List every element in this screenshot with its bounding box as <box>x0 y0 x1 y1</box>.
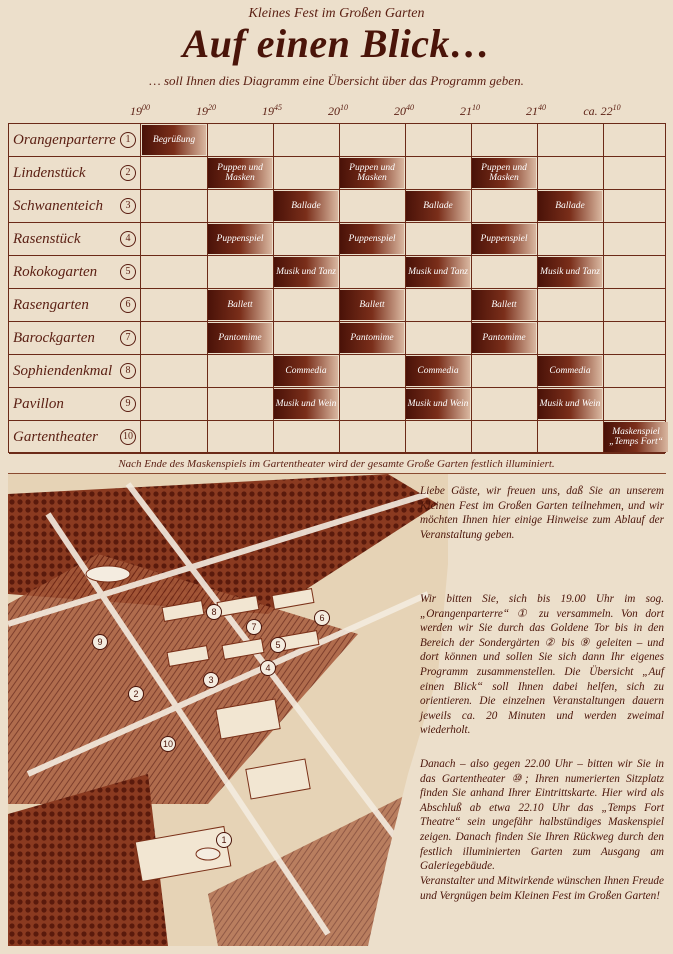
event-cell: Musik und Tanz <box>406 257 470 287</box>
event-cell: Musik und Wein <box>406 389 470 419</box>
event-cell: Commedia <box>538 356 602 386</box>
location-label: Gartentheater 10 <box>9 421 141 453</box>
location-number: 8 <box>120 363 136 379</box>
event-cell: Ballett <box>208 290 272 320</box>
time-label: $21^{10}$ <box>460 103 480 118</box>
schedule-row <box>9 421 665 454</box>
garden-map <box>8 473 666 946</box>
event-cell: Puppenspiel <box>208 224 272 254</box>
event-cell: Maskenspiel „Temps Fort“ <box>604 422 668 452</box>
event-cell: Puppenspiel <box>340 224 404 254</box>
event-cell: Musik und Wein <box>538 389 602 419</box>
event-cell: Puppenspiel <box>472 224 536 254</box>
location-number: 6 <box>120 297 136 313</box>
map-marker: 3 <box>203 672 219 688</box>
letter-paragraph-4: Veranstalter und Mitwirkende wünschen Ihnen Freude und Vergnügen beim Kleinen Fest im Großen Garten! <box>420 875 664 902</box>
location-number: 10 <box>120 429 136 445</box>
page-subtitle: … soll Ihnen dies Diagramm eine Übersicht über das Programm geben. <box>149 73 524 88</box>
letter-paragraph-3: Danach – also gegen 22.00 Uhr – bitten wir Sie in das Gartentheater ⑩; Ihren numerierten Sitzplatz finden Sie anhand Ihrer Eintrittskarte. Hier wird als Abschluß ab etwa 22.10 Uhr das „Temps Fort Theatre“ sein ungefähr halbstündiges Maskenspiel zeigen. Danach finden Sie Ihren Rückweg durch den festlich illuminierten Garten zum Ausgang am Galeriegebäude. <box>420 758 664 873</box>
location-number: 9 <box>120 396 136 412</box>
location-number: 5 <box>120 264 136 280</box>
location-label: Rasengarten 6 <box>9 289 141 321</box>
time-label: $19^{20}$ <box>196 103 216 118</box>
time-label: $19^{00}$ <box>130 103 150 118</box>
event-cell: Ballade <box>406 191 470 221</box>
event-cell: Puppen und Masken <box>208 158 272 188</box>
map-marker: 10 <box>160 736 176 752</box>
location-label: Sophiendenkmal 8 <box>9 355 141 387</box>
location-label: Rasenstück 4 <box>9 223 141 255</box>
location-label: Schwanenteich 3 <box>9 190 141 222</box>
time-label: $21^{40}$ <box>526 103 546 118</box>
time-label: $19^{45}$ <box>262 103 282 118</box>
page-title: Auf einen Blick… <box>182 21 491 66</box>
event-cell: Musik und Tanz <box>538 257 602 287</box>
map-marker: 7 <box>246 619 262 635</box>
time-header <box>0 103 673 123</box>
letter-paragraph-1: Liebe Gäste, wir freuen uns, daß Sie an unserem Kleinen Fest im Großen Garten teilnehmen, und wir möchten Ihnen hier einige Hinweise zum Ablauf der Veranstaltung geben. <box>420 485 664 541</box>
event-cell: Musik und Tanz <box>274 257 338 287</box>
location-label: Barockgarten 7 <box>9 322 141 354</box>
schedule-row <box>9 289 665 322</box>
location-label: Lindenstück 2 <box>9 157 141 189</box>
schedule-row <box>9 124 665 157</box>
location-number: 2 <box>120 165 136 181</box>
footnote: Nach Ende des Maskenspiels im Gartentheater wird der gesamte Große Garten festlich illuminiert. <box>118 458 555 470</box>
event-cell: Pantomime <box>208 323 272 353</box>
location-number: 3 <box>120 198 136 214</box>
map-marker: 8 <box>206 604 222 620</box>
schedule-row <box>9 322 665 355</box>
event-cell: Ballett <box>340 290 404 320</box>
location-label: Orangenparterre 1 <box>9 124 141 156</box>
location-number: 4 <box>120 231 136 247</box>
event-cell: Commedia <box>274 356 338 386</box>
map-marker: 5 <box>270 637 286 653</box>
location-number: 1 <box>120 132 136 148</box>
time-label: $20^{40}$ <box>394 103 414 118</box>
event-cell: Pantomime <box>472 323 536 353</box>
map-marker: 2 <box>128 686 144 702</box>
map-marker: 4 <box>260 660 276 676</box>
schedule-grid <box>8 123 666 453</box>
location-number: 7 <box>120 330 136 346</box>
map-marker: 6 <box>314 610 330 626</box>
map-marker: 9 <box>92 634 108 650</box>
location-label: Rokokogarten 5 <box>9 256 141 288</box>
map-marker: 1 <box>216 832 232 848</box>
letter-paragraph-2: Wir bitten Sie, sich bis 19.00 Uhr im sog. „Orangenparterre“ ① zu versammeln. Von dort werden wir Sie durch das Goldene Tor bis in den Bereich der Sondergärten ② bis ⑨ geleiten – und dort können und sollen Sie sich dann Ihr eigenes Programm zusammenstellen. Die Übersicht „Auf einen Blick“ soll Ihnen dabei helfen, sich zu orientieren. Die einzelnen Veranstaltungen dauern jeweils ca. 20 Minuten und werden zweimal wiederholt. <box>420 593 664 737</box>
location-label: Pavillon 9 <box>9 388 141 420</box>
event-cell: Puppen und Masken <box>340 158 404 188</box>
event-cell: Ballade <box>274 191 338 221</box>
event-cell: Puppen und Masken <box>472 158 536 188</box>
schedule-row <box>9 223 665 256</box>
event-cell: Ballett <box>472 290 536 320</box>
schedule-row <box>9 157 665 190</box>
event-cell: Pantomime <box>340 323 404 353</box>
event-cell: Begrüßung <box>142 125 206 155</box>
event-cell: Commedia <box>406 356 470 386</box>
event-cell: Ballade <box>538 191 602 221</box>
time-label: ca. $22^{10}$ <box>583 103 621 118</box>
header-top: Kleines Fest im Großen Garten <box>248 6 425 21</box>
event-cell: Musik und Wein <box>274 389 338 419</box>
time-label: $20^{10}$ <box>328 103 348 118</box>
